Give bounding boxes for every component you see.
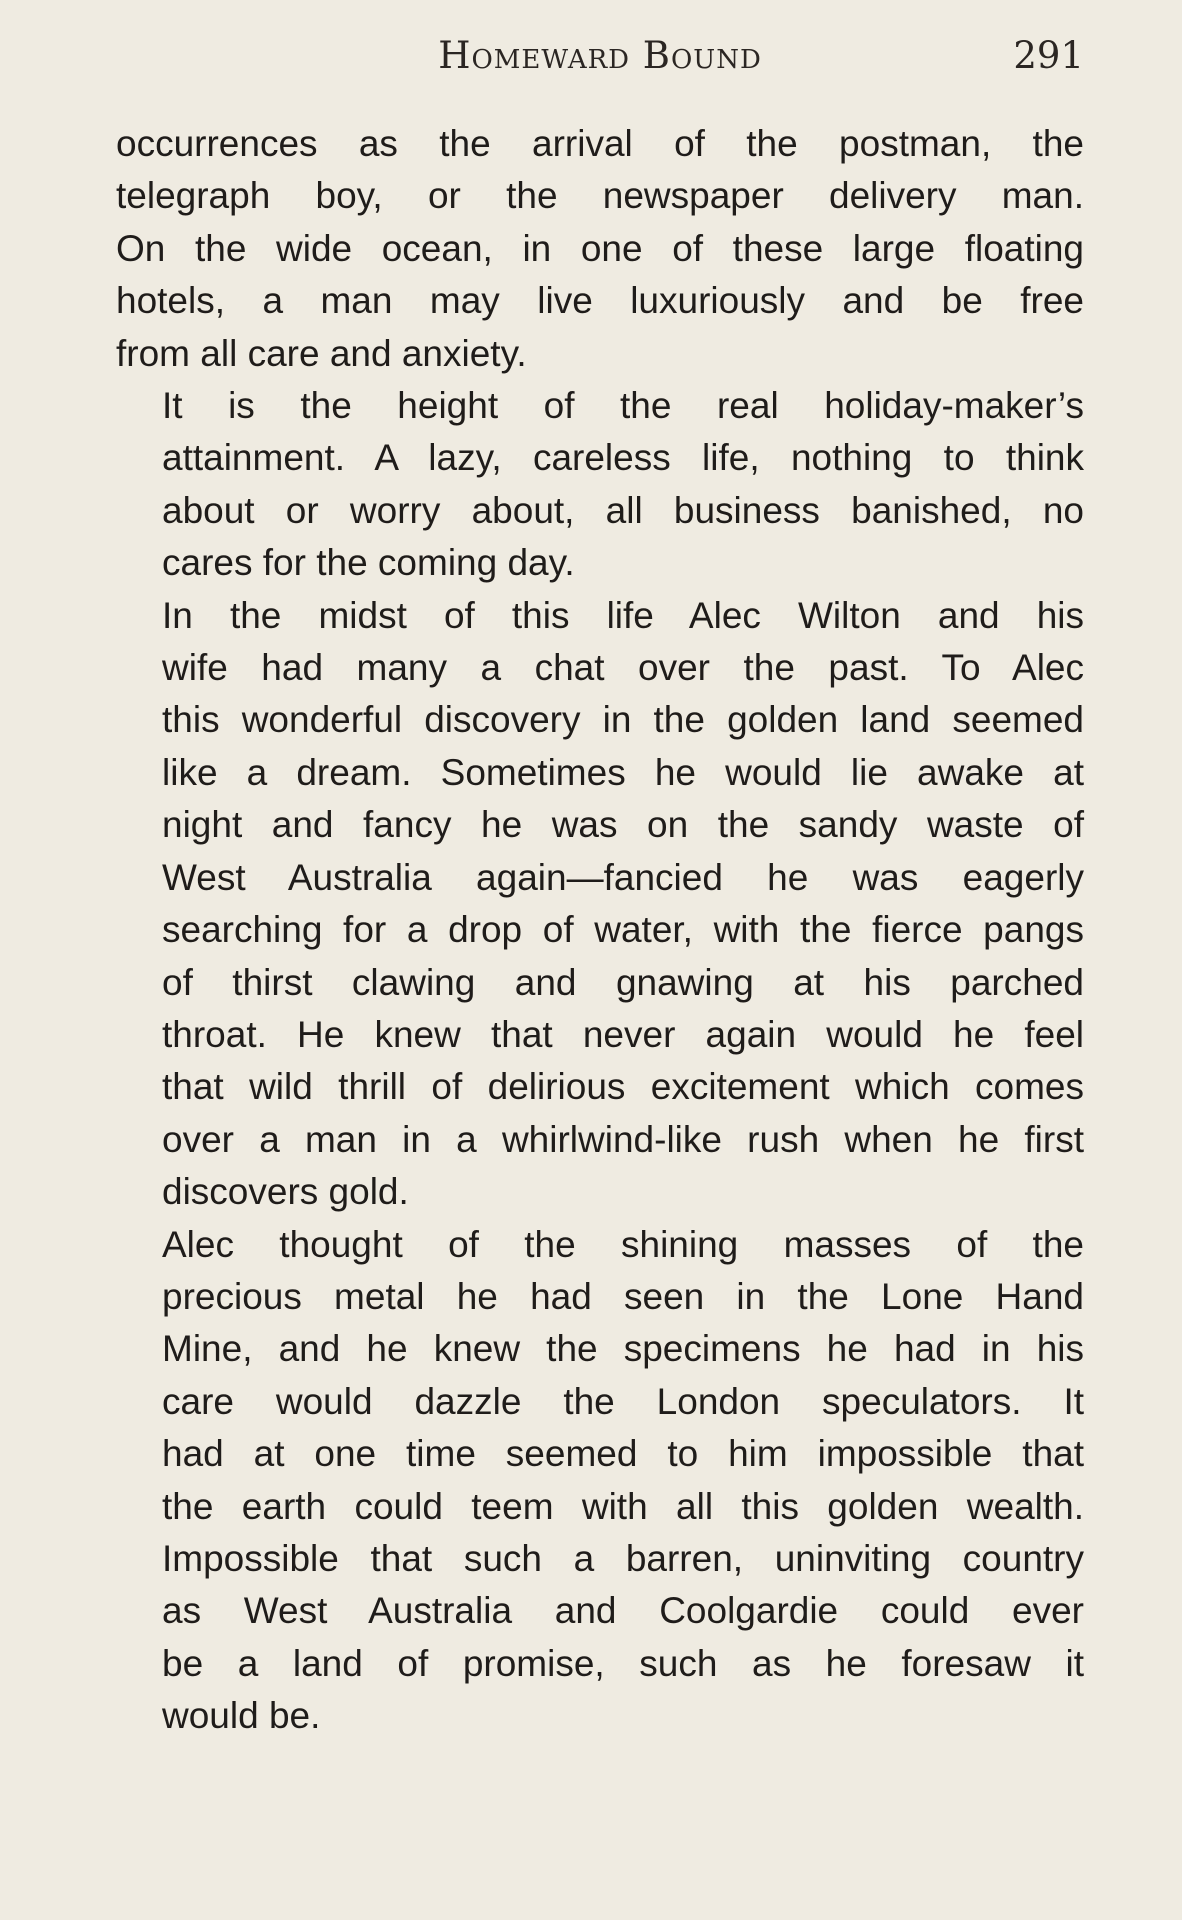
text-line: cares for the coming day. <box>162 542 575 584</box>
text-line: On the wide ocean, in one of these large floating <box>116 227 1084 269</box>
text-line: as West Australia and Coolgardie could ever <box>162 1590 1084 1632</box>
text-line: wife had many a chat over the past. To Alec <box>162 647 1084 689</box>
text-line: the earth could teem with all this golden wealth. <box>162 1485 1084 1527</box>
text-line: over a man in a whirlwind-like rush when he first <box>162 1118 1084 1160</box>
paragraph-4 <box>116 1219 1084 1743</box>
running-head <box>116 34 1084 90</box>
text-line: searching for a drop of water, with the fierce pangs <box>162 909 1084 951</box>
text-line: discovers gold. <box>162 1171 409 1213</box>
paragraph-3 <box>116 590 1084 1219</box>
text-line: that wild thrill of delirious excitement which comes <box>162 1066 1084 1108</box>
text-line: throat. He knew that never again would he feel <box>162 1013 1084 1055</box>
text-line: Alec thought of the shining masses of the <box>162 1223 1084 1265</box>
paragraph-1 <box>116 118 1084 380</box>
text-line: In the midst of this life Alec Wilton and his <box>162 594 1084 636</box>
text-line: of thirst clawing and gnawing at his parched <box>162 961 1084 1003</box>
text-line: like a dream. Sometimes he would lie awake at <box>162 751 1084 793</box>
text-line: precious metal he had seen in the Lone Hand <box>162 1275 1084 1317</box>
text-line: attainment. A lazy, careless life, nothing to think <box>162 437 1084 479</box>
text-line: care would dazzle the London speculators. It <box>162 1380 1084 1422</box>
text-line: night and fancy he was on the sandy waste of <box>162 804 1084 846</box>
paragraph-2 <box>116 380 1084 590</box>
text-line: had at one time seemed to him impossible that <box>162 1433 1084 1475</box>
running-title: Homeward Bound <box>438 34 762 77</box>
page-number: 291 <box>1013 34 1084 77</box>
text-line: occurrences as the arrival of the postman, the <box>116 123 1084 164</box>
text-line: be a land of promise, such as he foresaw it <box>162 1642 1084 1684</box>
text-line: Impossible that such a barren, uninviting country <box>162 1537 1084 1579</box>
text-line: about or worry about, all business banished, no <box>162 489 1084 531</box>
text-line: It is the height of the real holiday-maker’s <box>162 385 1084 427</box>
body-text <box>116 118 1084 1743</box>
text-line: this wonderful discovery in the golden land seemed <box>162 699 1084 741</box>
text-line: Mine, and he knew the specimens he had in his <box>162 1328 1084 1370</box>
text-line: telegraph boy, or the newspaper delivery man. <box>116 175 1084 217</box>
text-line: would be. <box>162 1695 321 1737</box>
text-line: from all care and anxiety. <box>116 332 527 374</box>
text-line: hotels, a man may live luxuriously and be free <box>116 280 1084 322</box>
text-line: West Australia again—fancied he was eagerly <box>162 856 1084 898</box>
